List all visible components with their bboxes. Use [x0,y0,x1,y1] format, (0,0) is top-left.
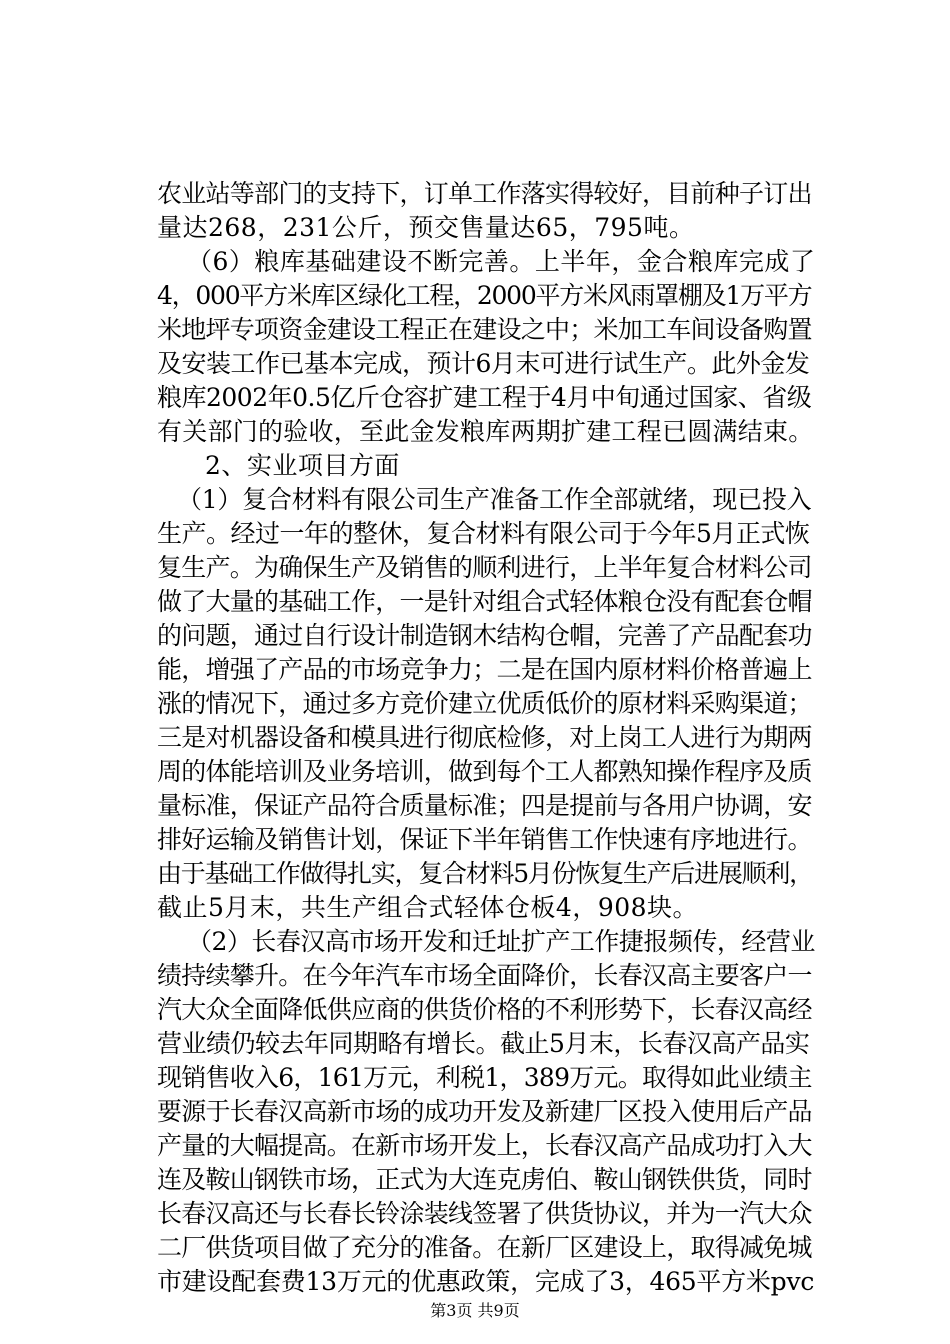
text-line: 周的体能培训及业务培训，做到每个工人都熟知操作程序及质 [157,757,812,786]
text-line: 连及鞍山钢铁市场，正式为大连克虏伯、鞍山钢铁供货，同时 [157,1165,812,1194]
text-line: （1）复合材料有限公司生产准备工作全部就绪，现已投入 [177,485,812,514]
text-line: 粮库2002年0.5亿斤仓容扩建工程于4月中旬通过国家、省级 [157,383,812,412]
text-line: 市建设配套费13万元的优惠政策，完成了3，465平方米pvc [157,1267,815,1296]
text-line: 三是对机器设备和模具进行彻底检修，对上岗工人进行为期两 [157,723,812,752]
text-line: 米地坪专项资金建设工程正在建设之中；米加工车间设备购置 [157,315,812,344]
text-line: 做了大量的基础工作，一是针对组合式轻体粮仓没有配套仓帽 [157,587,812,616]
text-line: 排好运输及销售计划，保证下半年销售工作快速有序地进行。 [157,825,812,854]
text-line: 及安装工作已基本完成，预计6月末可进行试生产。此外金发 [157,349,810,378]
text-line: 涨的情况下，通过多方竞价建立优质低价的原材料采购渠道； [157,689,812,718]
text-line: 截止5月末，共生产组合式轻体仓板4，908块。 [157,893,699,922]
text-line: 量标准，保证产品符合质量标准；四是提前与各用户协调，安 [157,791,812,820]
text-line: 有关部门的验收，至此金发粮库两期扩建工程已圆满结束。 [157,417,814,446]
text-line: 产量的大幅提高。在新市场开发上，长春汉高产品成功打入大 [157,1131,812,1160]
text-line: 长春汉高还与长春长铃涂装线签署了供货协议，并为一汽大众 [157,1199,812,1228]
text-line: 复生产。为确保生产及销售的顺利进行，上半年复合材料公司 [157,553,812,582]
text-line: （2）长春汉高市场开发和迁址扩产工作捷报频传，经营业 [187,927,815,956]
text-line: 汽大众全面降低供应商的供货价格的不利形势下，长春汉高经 [157,995,812,1024]
text-line: 能，增强了产品的市场竞争力；二是在国内原材料价格普遍上 [157,655,812,684]
page-footer [0,1300,950,1322]
text-line: （6）粮库基础建设不断完善。上半年，金合粮库完成了 [187,247,816,276]
text-line: 绩持续攀升。在今年汽车市场全面降价，长春汉高主要客户一 [157,961,812,990]
text-line: 生产。经过一年的整休，复合材料有限公司于今年5月正式恢 [157,519,810,548]
text-line: 农业站等部门的支持下，订单工作落实得较好，目前种子订出 [157,179,812,208]
text-line: 4，000平方米库区绿化工程，2000平方米风雨罩棚及1万平方 [157,281,812,310]
page-number: 第3页 共9页 [430,1301,520,1320]
text-line: 营业绩仍较去年同期略有增长。截止5月末，长春汉高产品实 [157,1029,810,1058]
text-line: 二厂供货项目做了充分的准备。在新厂区建设上，取得减免城 [157,1233,812,1262]
text-line: 的问题，通过自行设计制造钢木结构仓帽，完善了产品配套功 [157,621,812,650]
text-line: 量达268，231公斤，预交售量达65，795吨。 [157,213,695,242]
section-heading: 2、实业项目方面 [205,451,400,480]
text-line: 由于基础工作做得扎实，复合材料5月份恢复生产后进展顺利， [157,859,813,888]
text-line: 现销售收入6，161万元，利税1，389万元。取得如此业绩主 [157,1063,812,1092]
text-line: 要源于长春汉高新市场的成功开发及新建厂区投入使用后产品 [157,1097,812,1126]
